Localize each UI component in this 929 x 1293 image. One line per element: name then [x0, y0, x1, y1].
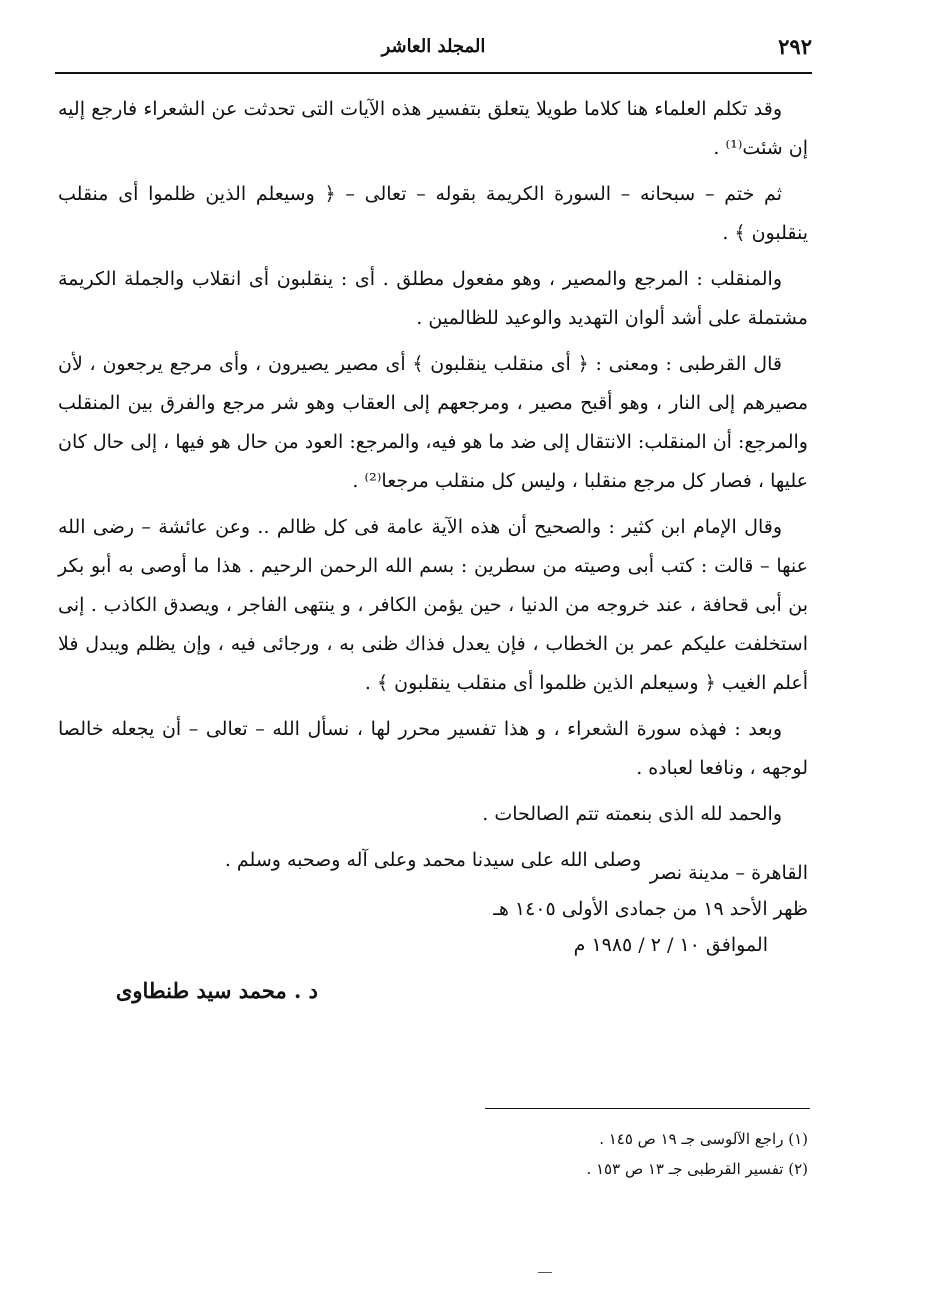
paragraph-5: وقال الإمام ابن كثير : والصحيح أن هذه الآية عامة فى كل ظالم .. وعن عائشة – رضى الله عنها – قالت : كتب أبى وصيته من سطرين : بسم الله الرحمن الرحيم . هذا ما أوصى به أبو بكر بن أبى قحافة ، عند خروجه من الدنيا ، حين يؤمن الكافر ، و ينتهى الفاجر ، ويصدق الكاذب . إنى استخلفت عليكم عمر بن الخطاب ، فإن يعدل فذاك ظنى به ، ورجائى فيه ، وإن يظلم ويبدل فلا أعلم الغيب ﴿ وسيعلم الذين ظلموا أى منقلب ينقلبون ﴾ .: [58, 516, 808, 694]
closing-block: [58, 855, 808, 963]
running-title: المجلد العاشر: [381, 36, 486, 57]
closing-hijri-date: ظهر الأحد ١٩ من جمادى الأولى ١٤٠٥ هـ: [493, 898, 808, 920]
paragraph-6: وبعد : فهذه سورة الشعراء ، و هذا تفسير محرر لها ، نسأل الله – تعالى – أن يجعله خالصا لوجهه ، ونافعا لعباده .: [58, 718, 808, 779]
author-signature: د . محمد سيد طنطاوى: [115, 978, 318, 1003]
bottom-mark: [538, 1272, 552, 1273]
closing-place: القاهرة – مدينة نصر: [649, 862, 808, 884]
blessing-line: وصلى الله على سيدنا محمد وعلى آله وصحبه وسلم .: [224, 849, 642, 871]
footnote-2: (٢) تفسير القرطبى جـ ١٣ ص ١٥٣ .: [586, 1160, 808, 1178]
paragraph-4: قال القرطبى : ومعنى : ﴿ أى منقلب ينقلبون ﴾ أى مصير يصيرون ، وأى مرجع يرجعون ، لأن مصيرهم إلى النار ، وهو أقبح مصير ، ومرجعهم إلى العقاب وهو شر مرجع والفرق بين المنقلب والمرجع: أن المنقلب: الانتقال إلى ضد ما هو فيه، والمرجع: العود من حال هو فيها ، إلى حال كان عليها ، فصار كل مرجع منقلبا ، وليس كل منقلب مرجعا⁽²⁾ .: [58, 353, 808, 492]
header-rule: [55, 72, 812, 74]
closing-gregorian-date: الموافق ١٠ / ٢ / ١٩٨٥ م: [573, 934, 768, 956]
page-number: ٢٩٢: [778, 34, 812, 59]
paragraph-7: والحمد لله الذى بنعمته تتم الصالحات .: [482, 803, 782, 825]
paragraph-1: وقد تكلم العلماء هنا كلاما طويلا يتعلق بتفسير هذه الآيات التى تحدثت عن الشعراء فارجع إليه إن شئت⁽¹⁾ .: [58, 98, 808, 159]
paragraph-2: ثم ختم – سبحانه – السورة الكريمة بقوله – تعالى – ﴿ وسيعلم الذين ظلموا أى منقلب ينقلبون ﴾ .: [58, 183, 808, 244]
footnote-rule: [485, 1108, 810, 1109]
page-header: [55, 30, 812, 72]
footnotes: [420, 1124, 808, 1184]
main-text: [58, 90, 808, 887]
paragraph-3: والمنقلب : المرجع والمصير ، وهو مفعول مطلق . أى : ينقلبون أى انقلاب والجملة الكريمة مشتملة على أشد ألوان التهديد والوعيد للظالمين .: [58, 268, 808, 329]
footnote-1: (١) راجع الآلوسى جـ ١٩ ص ١٤٥ .: [599, 1130, 808, 1148]
